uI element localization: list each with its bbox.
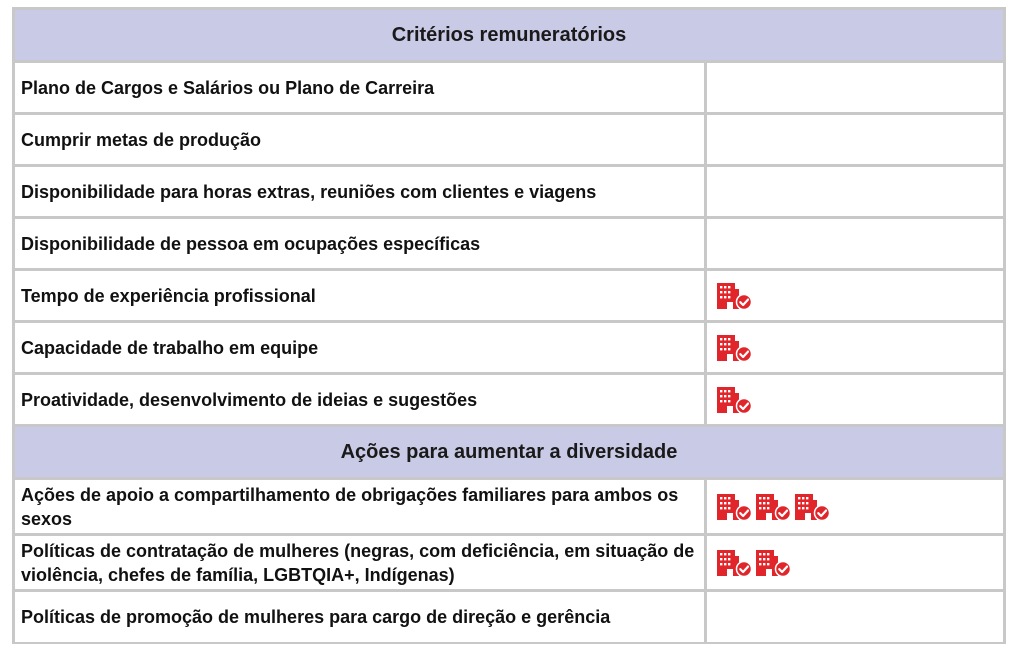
table-row [15, 63, 1003, 112]
company-check-icon [793, 492, 831, 522]
icon-cell [707, 115, 1003, 164]
icon-cell [707, 167, 1003, 216]
table-row [15, 115, 1003, 164]
criterion-label: Políticas de promoção de mulheres para cargo de direção e gerência [15, 592, 704, 642]
criterion-label: Tempo de experiência profissional [15, 271, 704, 320]
table-row [15, 167, 1003, 216]
criterion-label: Disponibilidade de pessoa em ocupações específicas [15, 219, 704, 268]
icon-cell [707, 480, 1003, 533]
icon-cell [707, 219, 1003, 268]
criterion-label: Capacidade de trabalho em equipe [15, 323, 704, 372]
criterion-label: Cumprir metas de produção [15, 115, 704, 164]
company-check-icon [715, 281, 753, 311]
section-header-row [15, 10, 1003, 60]
section-title-remuneration: Critérios remuneratórios [15, 10, 1003, 60]
icon-cell [707, 271, 1003, 320]
criteria-table-frame [12, 7, 1006, 644]
section-title-diversity: Ações para aumentar a diversidade [15, 427, 1003, 477]
table-row [15, 219, 1003, 268]
company-check-icon [715, 492, 753, 522]
table-row [15, 480, 1003, 533]
criterion-label: Políticas de contratação de mulheres (negras, com deficiência, em situação de violência, chefes de família, LGBTQIA+, Indígenas) [15, 536, 704, 589]
icon-cell [707, 375, 1003, 424]
criteria-table [12, 7, 1006, 645]
table-row [15, 271, 1003, 320]
company-check-icon [715, 333, 753, 363]
table-row [15, 592, 1003, 642]
criterion-label: Proatividade, desenvolvimento de ideias e sugestões [15, 375, 704, 424]
criterion-label: Plano de Cargos e Salários ou Plano de Carreira [15, 63, 704, 112]
table-row [15, 375, 1003, 424]
company-check-icon [715, 548, 753, 578]
icon-cell [707, 63, 1003, 112]
icon-cell [707, 592, 1003, 642]
company-check-icon [715, 385, 753, 415]
company-check-icon [754, 492, 792, 522]
table-row [15, 536, 1003, 589]
icon-cell [707, 323, 1003, 372]
criterion-label: Ações de apoio a compartilhamento de obrigações familiares para ambos os sexos [15, 480, 704, 533]
section-header-row [15, 427, 1003, 477]
criterion-label: Disponibilidade para horas extras, reuniões com clientes e viagens [15, 167, 704, 216]
icon-cell [707, 536, 1003, 589]
company-check-icon [754, 548, 792, 578]
table-row [15, 323, 1003, 372]
